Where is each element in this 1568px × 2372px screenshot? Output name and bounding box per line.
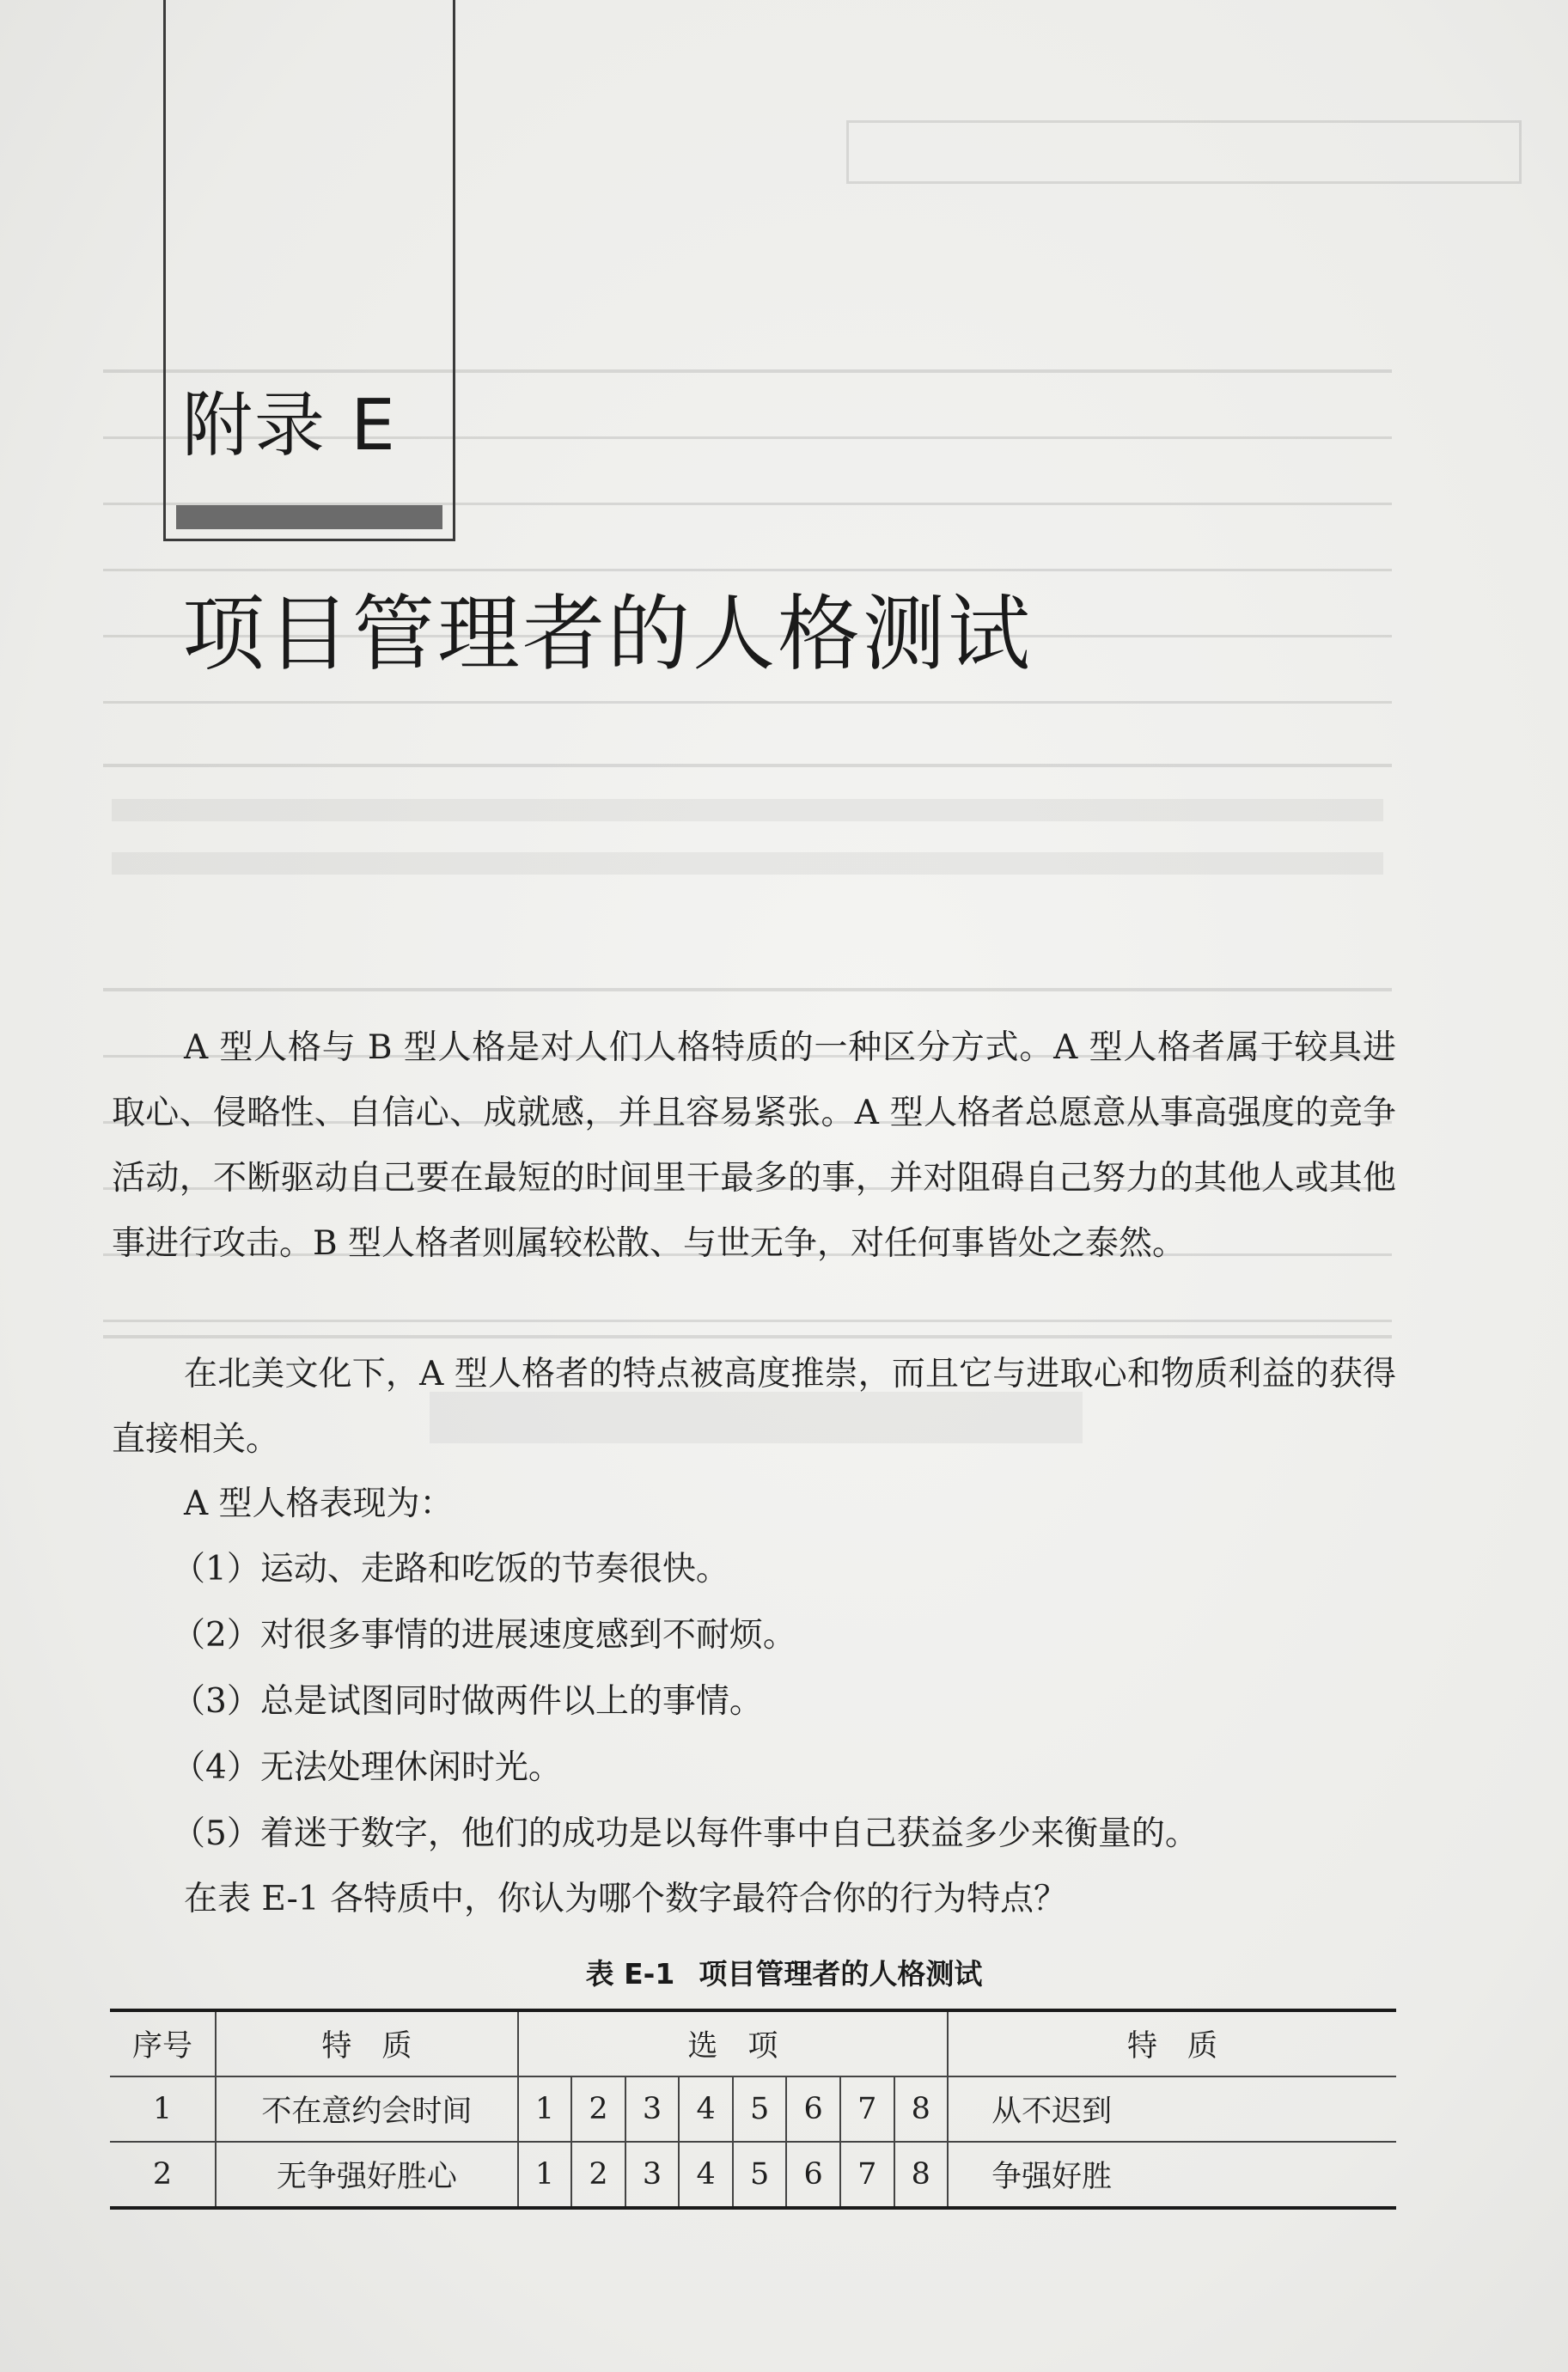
paragraph-text: 在北美文化下，A 型人格者的特点被高度推崇，而且它与进取心和物质利益的获得直接相关。 [112, 1355, 1396, 1459]
option-cell[interactable]: 6 [786, 2142, 840, 2208]
table-caption [0, 1952, 1568, 1992]
type-a-traits-list [172, 1536, 1199, 1867]
list-item: （1）运动、走路和吃饭的节奏很快。 [172, 1550, 729, 1588]
bleed-through-header [846, 120, 1522, 184]
option-cell[interactable]: 8 [894, 2142, 949, 2208]
list-item: （5）着迷于数字，他们的成功是以每件事中自己获益多少来衡量的。 [172, 1814, 1199, 1853]
header-index: 序号 [110, 2010, 216, 2076]
option-cell[interactable]: 5 [733, 2142, 787, 2208]
appendix-label: 附录 E [182, 385, 397, 466]
table-header-row [110, 2010, 1396, 2076]
option-cell[interactable]: 2 [571, 2142, 625, 2208]
option-cell[interactable]: 1 [518, 2142, 572, 2208]
option-cell[interactable]: 1 [518, 2076, 572, 2142]
row-trait-right: 争强好胜 [948, 2142, 1396, 2208]
row-trait-left: 无争强好胜心 [216, 2142, 518, 2208]
option-cell[interactable]: 8 [894, 2076, 949, 2142]
row-trait-left: 不在意约会时间 [216, 2076, 518, 2142]
row-trait-right: 从不迟到 [948, 2076, 1396, 2142]
table-caption-title: 项目管理者的人格测试 [699, 1957, 983, 1991]
paragraph-text: A 型人格表现为： [184, 1485, 454, 1523]
option-cell[interactable]: 7 [840, 2142, 894, 2208]
bleed-through-text [112, 799, 1383, 902]
table-row [110, 2076, 1396, 2142]
option-cell[interactable]: 7 [840, 2076, 894, 2142]
table-row [110, 2142, 1396, 2208]
header-options: 选 项 [518, 2010, 948, 2076]
header-trait-left: 特 质 [216, 2010, 518, 2076]
option-cell[interactable]: 3 [625, 2076, 680, 2142]
table-caption-id: 表 E-1 [585, 1957, 675, 1991]
list-item: （2）对很多事情的进展速度感到不耐烦。 [172, 1616, 796, 1655]
paragraph-intro [112, 1015, 1396, 1277]
option-cell[interactable]: 5 [733, 2076, 787, 2142]
header-trait-right: 特 质 [948, 2010, 1396, 2076]
paragraph-list-intro [112, 1472, 1396, 1537]
list-item: （4）无法处理休闲时光。 [172, 1748, 562, 1787]
option-cell[interactable]: 6 [786, 2076, 840, 2142]
paragraph-culture [112, 1342, 1396, 1473]
chapter-frame-bar [176, 505, 442, 529]
option-cell[interactable]: 2 [571, 2076, 625, 2142]
row-index: 1 [110, 2076, 216, 2142]
personality-test-table [110, 2009, 1396, 2210]
option-cell[interactable]: 3 [625, 2142, 680, 2208]
option-cell[interactable]: 4 [679, 2076, 733, 2142]
row-index: 2 [110, 2142, 216, 2208]
page-title: 项目管理者的人格测试 [182, 586, 1033, 682]
option-cell[interactable]: 4 [679, 2142, 733, 2208]
question-text: 在表 E-1 各特质中，你认为哪个数字最符合你的行为特点？ [184, 1880, 1067, 1918]
list-item: （3）总是试图同时做两件以上的事情。 [172, 1682, 763, 1721]
paragraph-text: A 型人格与 B 型人格是对人们人格特质的一种区分方式。A 型人格者属于较具进取心、侵略性、自信心、成就感，并且容易紧张。A 型人格者总愿意从事高强度的竞争活动，不断驱动自己要在最短的时间里干最多的事，并对阻碍自己努力的其他人或其他事进行攻击。B 型人格者则属较松散、与世无争，对任何事皆处之泰然。 [112, 1028, 1396, 1263]
